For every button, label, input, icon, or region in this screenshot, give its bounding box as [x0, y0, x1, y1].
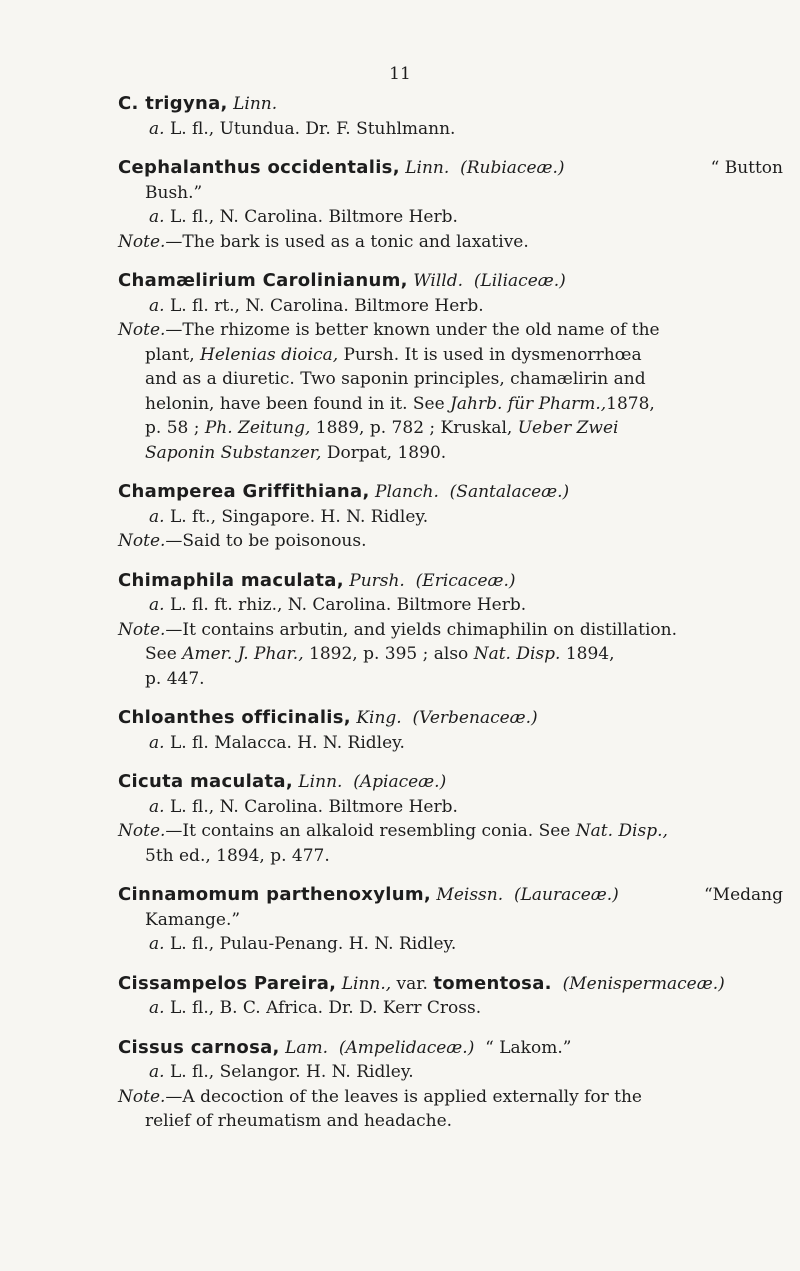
authority: Willd.	[413, 271, 463, 291]
note-label: Note.	[118, 821, 166, 841]
family-name: (Liliaceæ.)	[473, 271, 566, 291]
genus-name: C. trigyna,	[118, 93, 228, 114]
specimen-detail: L. fl., N. Carolina. Biltmore Herb.	[169, 207, 458, 227]
note-italic: Nat. Disp.,	[575, 821, 668, 841]
note-italic: Helenias dioica,	[200, 344, 339, 365]
note-text: Pursh. It is used in dysmenorrhœa	[343, 344, 642, 365]
family-name: (Lauraceæ.)	[513, 885, 619, 905]
entry-heading	[118, 92, 783, 117]
genus-name: Chamælirium Carolinianum,	[118, 270, 408, 291]
item-letter: a.	[149, 595, 165, 615]
note-text: helonin, have been found in it. See	[145, 393, 445, 414]
entry-heading	[118, 1036, 783, 1061]
authority: Linn.	[405, 158, 450, 178]
specimen-line	[118, 996, 783, 1021]
genus-name: Champerea Griffithiana,	[118, 481, 370, 502]
entry-heading	[118, 883, 783, 908]
entry-cinnamomum	[118, 883, 783, 957]
family-name: (Santalaceæ.)	[449, 482, 570, 502]
entry-heading	[118, 972, 783, 997]
item-letter: a.	[149, 934, 165, 954]
specimen-detail: L. fl., Pulau-Penang. H. N. Ridley.	[169, 934, 457, 954]
specimen-line	[118, 205, 783, 230]
item-letter: a.	[149, 295, 165, 316]
authority: Linn.	[233, 94, 278, 114]
specimen-detail: L. fl., Utundua. Dr. F. Stuhlmann.	[169, 118, 456, 139]
note-text: —The rhizome is better known under the old name of the	[165, 320, 660, 340]
note-label: Note.	[118, 619, 166, 640]
note-text: 1892, p. 395 ; also	[309, 644, 469, 664]
authority: Pursh.	[349, 570, 405, 591]
page-number: 11	[389, 64, 411, 84]
note-italic: Saponin Substanzer,	[145, 442, 322, 463]
variety-label: var.	[396, 973, 428, 994]
note-italic: Jahrb. für Pharm.,	[450, 393, 607, 414]
note	[118, 230, 783, 255]
family-name: (Rubiaceæ.)	[460, 158, 565, 178]
genus-name: Cicuta maculata,	[118, 771, 293, 792]
specimen-line	[118, 505, 783, 530]
entry-cissampelos	[118, 972, 783, 1021]
note-line: p. 447.	[145, 668, 205, 689]
entry-cicuta	[118, 770, 783, 868]
family-name: (Ampelidaceæ.)	[338, 1037, 475, 1058]
note-italic: Amer. J. Phar.,	[182, 644, 304, 664]
family-name: (Ericaceæ.)	[415, 570, 516, 591]
note-text: —A decoction of the leaves is applied externally for the	[165, 1086, 642, 1107]
genus-name: Cephalanthus occidentalis,	[118, 157, 400, 178]
note-text: —It contains arbutin, and yields chimaphilin on distillation.	[165, 619, 677, 640]
common-name: “ Lakom.”	[485, 1037, 572, 1058]
entry-cephalanthus	[118, 156, 783, 254]
entry-heading	[118, 569, 783, 594]
genus-name: Chloanthes officinalis,	[118, 707, 351, 728]
note-text: p. 58 ;	[145, 418, 200, 438]
note-label: Note.	[118, 320, 166, 340]
item-letter: a.	[149, 732, 165, 753]
item-letter: a.	[149, 207, 165, 227]
note-italic: Ph. Zeitung,	[204, 418, 311, 438]
note-text: plant,	[145, 344, 195, 365]
note-text: 1889, p. 782 ; Kruskal,	[315, 418, 513, 438]
entry-heading	[118, 770, 783, 795]
entry-heading	[118, 156, 783, 181]
family-name: (Apiaceæ.)	[353, 772, 447, 792]
note-text: See	[145, 644, 177, 664]
genus-name: Cinnamomum parthenoxylum,	[118, 884, 432, 905]
entry-cissus	[118, 1036, 783, 1134]
specimen-detail: L. fl. Malacca. H. N. Ridley.	[169, 732, 405, 753]
entry-heading	[118, 269, 783, 294]
note-italic: Nat. Disp.	[473, 644, 561, 664]
specimen-line	[118, 731, 783, 756]
specimen-line	[118, 932, 783, 957]
authority: Lam.	[285, 1037, 329, 1058]
entry-heading	[118, 706, 783, 731]
authority: King.	[356, 708, 402, 728]
genus-name: Cissus carnosa,	[118, 1036, 280, 1058]
note-text: 1878,	[606, 393, 655, 414]
authority: Meissn.	[436, 885, 504, 905]
note-label: Note.	[118, 1086, 166, 1107]
family-name: (Menispermaceæ.)	[562, 973, 725, 994]
item-letter: a.	[149, 118, 165, 139]
entry-chimaphila	[118, 569, 783, 692]
note-text: —Said to be poisonous.	[165, 531, 367, 551]
note-text: —The bark is used as a tonic and laxative.	[165, 231, 529, 252]
entry-chloanthes	[118, 706, 783, 755]
common-name: “Medang	[703, 885, 783, 905]
common-name: “ Button	[710, 158, 783, 178]
page-content	[118, 92, 783, 1149]
note	[118, 318, 783, 343]
note	[118, 819, 783, 844]
entry-heading	[118, 480, 783, 505]
specimen-line	[118, 117, 783, 142]
specimen-detail: L. fl. ft. rhiz., N. Carolina. Biltmore Herb.	[169, 595, 527, 615]
note-line	[118, 416, 783, 441]
entry-chamaelirium	[118, 269, 783, 465]
variety-name: tomentosa.	[433, 972, 552, 994]
specimen-line	[118, 1060, 783, 1085]
note-label: Note.	[118, 531, 166, 551]
note-line	[118, 343, 783, 368]
note	[118, 1085, 783, 1110]
note-line	[118, 642, 783, 667]
specimen-line	[118, 795, 783, 820]
item-letter: a.	[149, 796, 165, 817]
note-text: —It contains an alkaloid resembling conia. See	[165, 821, 571, 841]
note-line	[118, 392, 783, 417]
genus-name: Chimaphila maculata,	[118, 569, 344, 591]
genus-name: Cissampelos Pareira,	[118, 972, 337, 994]
note-label: Note.	[118, 231, 166, 252]
note-italic: Ueber Zwei	[517, 418, 619, 438]
entry-champerea	[118, 480, 783, 554]
specimen-detail: L. fl. rt., N. Carolina. Biltmore Herb.	[169, 295, 484, 316]
note-text: Dorpat, 1890.	[326, 442, 447, 463]
common-name-cont: Bush.”	[145, 182, 203, 203]
specimen-detail: L. ft., Singapore. H. N. Ridley.	[169, 506, 429, 527]
entry-c-trigyna	[118, 92, 783, 141]
note-line	[118, 441, 783, 466]
specimen-detail: L. fl., Selangor. H. N. Ridley.	[169, 1062, 414, 1082]
note	[118, 618, 783, 643]
note-text: 1894,	[565, 644, 615, 664]
specimen-detail: L. fl., B. C. Africa. Dr. D. Kerr Cross.	[169, 998, 482, 1018]
item-letter: a.	[149, 1062, 165, 1082]
item-letter: a.	[149, 506, 165, 527]
specimen-line	[118, 593, 783, 618]
note-line: relief of rheumatism and headache.	[145, 1111, 453, 1131]
authority: Planch.	[375, 482, 439, 502]
family-name: (Verbenaceæ.)	[412, 708, 538, 728]
note	[118, 529, 783, 554]
item-letter: a.	[149, 998, 165, 1018]
specimen-line	[118, 294, 783, 319]
note-line: and as a diuretic. Two saponin principles, chamælirin and	[145, 369, 646, 389]
specimen-detail: L. fl., N. Carolina. Biltmore Herb.	[169, 796, 458, 817]
note-line: 5th ed., 1894, p. 477.	[145, 845, 330, 866]
authority: Linn.,	[341, 973, 392, 994]
authority: Linn.	[298, 772, 343, 792]
common-name-cont: Kamange.”	[145, 909, 241, 930]
